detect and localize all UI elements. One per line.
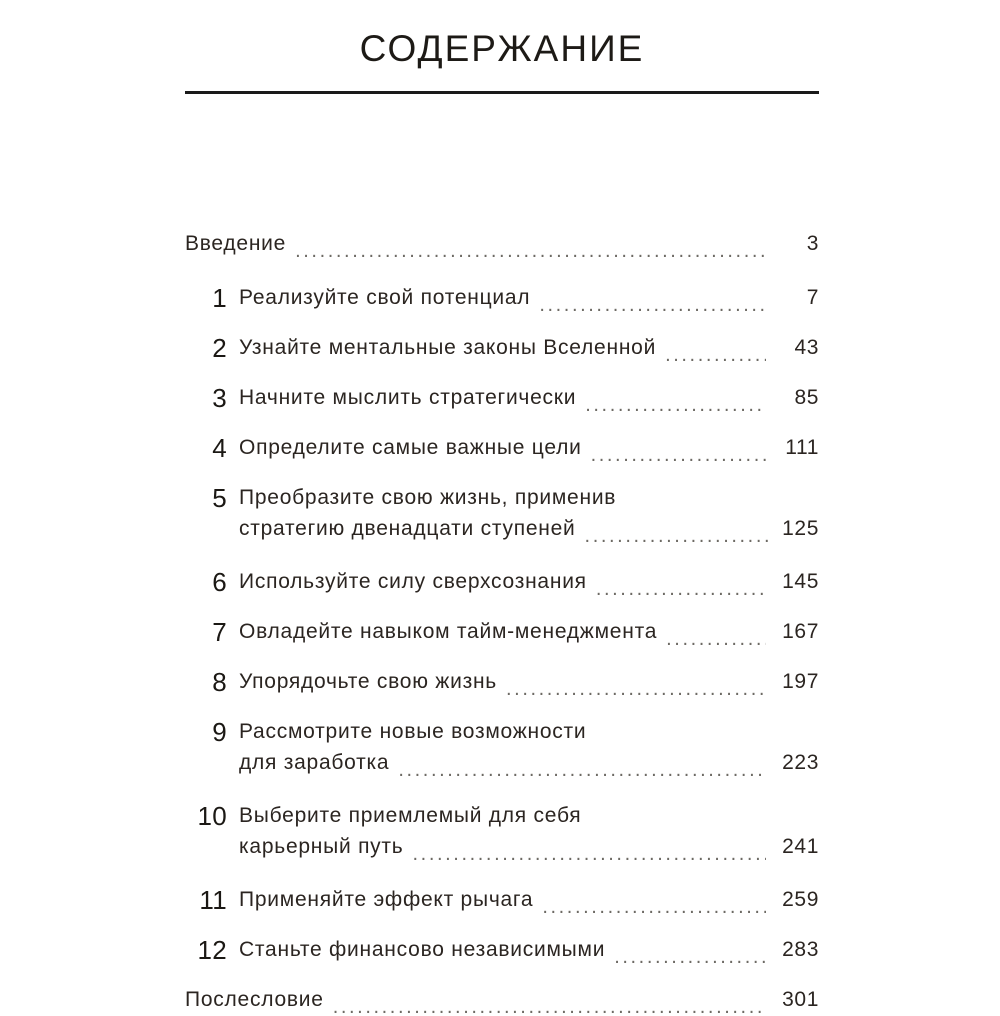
toc-entry-page-number: 241 [782,835,819,858]
toc-entry-page-number: 145 [782,570,819,593]
toc-entry-line [239,747,819,779]
toc-entry-line [239,513,819,545]
toc-entry-page-number: 167 [782,620,819,643]
toc-entry-title: Определите самые важные цели [239,436,582,459]
toc-entry[interactable] [185,666,819,698]
toc-entry[interactable] [185,332,819,364]
toc-entry-title: для заработка [239,751,390,774]
toc-entry-title: Преобразите свою жизнь, применив [239,486,617,509]
toc-entry-page-number: 223 [782,751,819,774]
toc-entry-page-number: 7 [806,286,819,309]
toc-dot-leader [333,990,766,1016]
toc-entry-title: Начните мыслить стратегически [239,386,577,409]
toc-entry-number: 12 [197,935,227,965]
toc-entry-line [239,884,819,916]
toc-entry-title: Упорядочьте свою жизнь [239,670,497,693]
toc-entry-body [239,716,819,779]
toc-entry-line [239,666,819,698]
toc-entry-line [239,566,819,598]
toc-entry-page-number: 111 [785,436,819,459]
toc-dot-leader [596,572,766,598]
toc-entry-line [239,282,819,314]
toc-entry[interactable] [185,382,819,414]
toc-entry-line [239,482,819,514]
toc-entry-body [239,382,819,414]
header-divider [185,91,819,94]
toc-dot-leader [585,388,766,414]
toc-entry[interactable] [185,616,819,648]
toc-entry-page-number: 85 [794,386,819,409]
toc-entry-page-number: 125 [782,517,819,540]
page-title: СОДЕРЖАНИЕ [359,28,645,69]
toc-entry-number: 4 [212,433,227,463]
toc-dot-leader [539,288,766,314]
toc-entry-body [239,566,819,598]
toc-entry-title: Станьте финансово независимыми [239,938,606,961]
toc-entry-number: 9 [212,717,227,747]
toc-dot-leader [591,438,766,464]
toc-entry-body [239,934,819,966]
toc-entry-page-number: 43 [794,336,819,359]
toc-entry-title: Используйте силу сверхсознания [239,570,587,593]
toc-entry-body [239,616,819,648]
toc-dot-leader [614,940,766,966]
toc-dot-leader [398,753,766,779]
toc-entry-line [239,382,819,414]
toc-entry[interactable] [185,432,819,464]
toc-entry[interactable] [185,282,819,314]
toc-entry-title: Узнайте ментальные законы Вселенной [239,336,657,359]
toc-entry[interactable] [185,228,819,260]
toc-entry[interactable] [185,934,819,966]
toc-entry-title: Реализуйте свой потенциал [239,286,531,309]
toc-entry-body [239,666,819,698]
toc-entry-body [239,482,819,545]
toc-entry-body [239,282,819,314]
toc-entry-body [239,332,819,364]
toc-entry-page-number: 301 [782,988,819,1011]
toc-entry-title: Послесловие [185,988,324,1011]
toc-entry-number: 11 [199,885,227,915]
toc-entry[interactable] [185,566,819,598]
toc-entry-list [185,228,819,1016]
toc-entry[interactable] [185,884,819,916]
toc-entry-number: 10 [197,801,227,831]
toc-entry-line [239,616,819,648]
toc-entry-number: 1 [212,283,227,313]
toc-entry-body [185,984,819,1016]
toc-entry-body [185,228,819,260]
toc-entry-title: Овладейте навыком тайм-менеджмента [239,620,658,643]
toc-entry-page-number: 259 [782,888,819,911]
toc-entry-number: 8 [212,667,227,697]
toc-dot-leader [506,672,766,698]
toc-entry-title: Применяйте эффект рычага [239,888,534,911]
toc-entry-body [239,432,819,464]
toc-entry-line [239,934,819,966]
toc-dot-leader [585,519,773,545]
toc-entry[interactable] [185,482,819,545]
toc-entry-number: 3 [212,383,227,413]
toc-dot-leader [665,338,766,364]
toc-entry-line [185,984,819,1016]
toc-entry[interactable] [185,800,819,863]
toc-entry-page-number: 197 [782,670,819,693]
toc-entry-number: 7 [212,617,227,647]
toc-entry-title: Выберите приемлемый для себя [239,804,582,827]
toc-header [185,26,819,72]
toc-dot-leader [542,890,766,916]
toc-entry-title: стратегию двенадцати ступеней [239,517,576,540]
toc-entry[interactable] [185,984,819,1016]
toc-entry-title: карьерный путь [239,835,404,858]
toc-entry-body [239,800,819,863]
toc-entry[interactable] [185,716,819,779]
toc-entry-line [239,332,819,364]
toc-entry-title: Введение [185,232,287,255]
toc-dot-leader [295,234,766,260]
toc-entry-line [239,800,819,832]
toc-entry-number: 6 [212,567,227,597]
toc-entry-number: 5 [212,483,227,513]
toc-entry-page-number: 283 [782,938,819,961]
toc-entry-title: Рассмотрите новые возможности [239,720,587,743]
toc-entry-line [239,716,819,748]
toc-dot-leader [413,837,767,863]
toc-entry-line [239,831,819,863]
toc-entry-body [239,884,819,916]
toc-entry-line [239,432,819,464]
toc-entry-page-number: 3 [806,232,819,255]
toc-entry-line [185,228,819,260]
toc-dot-leader [666,622,766,648]
toc-entry-number: 2 [212,333,227,363]
